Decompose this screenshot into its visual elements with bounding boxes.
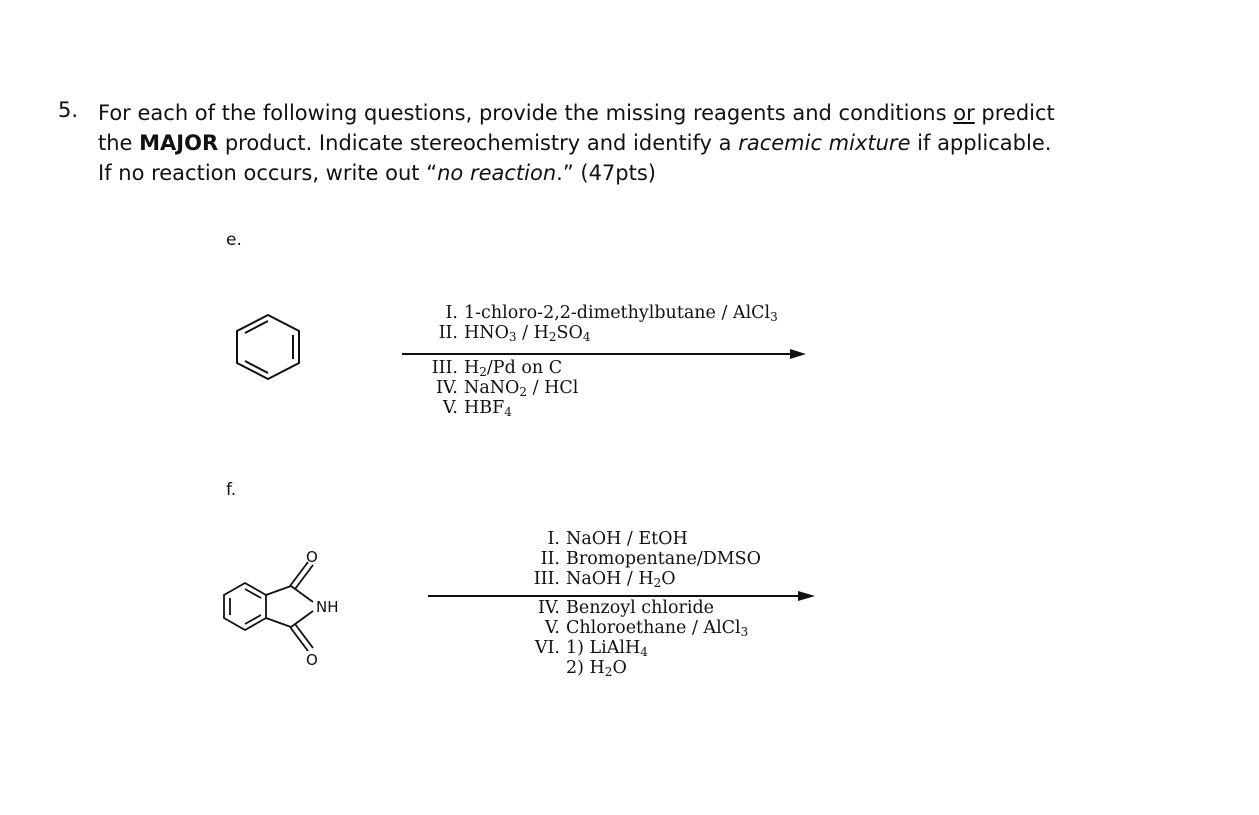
part-e-reagents-below [424, 358, 578, 418]
reagent-line [528, 598, 748, 618]
reagent-step-number: I. [445, 303, 458, 323]
reagent-line [424, 378, 578, 398]
imide-nitrogen: NH [316, 598, 339, 616]
reagent-line [424, 398, 578, 418]
reagent-text: 1-chloro-2,2-dimethylbutane / AlCl [464, 303, 771, 323]
reagent-step-number: IV. [435, 378, 458, 398]
reagent-line [528, 638, 748, 658]
reagent-text: 1) LiAlH [566, 638, 641, 658]
reagent-subscript: 2 [479, 365, 487, 379]
reagent-line [528, 529, 761, 549]
reagent-text: SO [556, 323, 583, 343]
reagent-step-number: I. [547, 529, 560, 549]
benzene-structure [233, 306, 303, 386]
carbonyl-oxygen-top: O [306, 548, 318, 566]
carbonyl-oxygen-bottom: O [306, 651, 318, 669]
reagent-line [528, 549, 761, 569]
instruction-line-2: the MAJOR product. Indicate stereochemistry and identify a racemic mixture if applicable. [98, 131, 1052, 155]
reagent-line [424, 323, 778, 343]
reagent-subscript: 2 [604, 665, 613, 679]
reagent-step-number: V. [544, 618, 560, 638]
reagent-subscript: 3 [740, 625, 749, 639]
reagent-step-number: V. [442, 398, 458, 418]
reagent-subscript: 4 [504, 405, 512, 419]
reagent-text: Chloroethane / AlCl [566, 618, 741, 638]
reagent-subscript: 4 [640, 645, 648, 659]
reagent-text: /Pd on C [486, 358, 563, 378]
reagent-subscript: 2 [519, 385, 528, 399]
reagent-text: Bromopentane/DMSO [566, 549, 761, 569]
reagent-text: 2) H [566, 658, 605, 678]
reagent-text: H [464, 358, 480, 378]
reagent-line [528, 658, 748, 678]
reagent-subscript: 3 [508, 330, 517, 344]
reagent-text: HBF [464, 398, 505, 418]
reagent-subscript: 4 [582, 330, 591, 344]
reagent-text: / H [516, 323, 549, 343]
question-number: 5. [58, 98, 79, 122]
reagent-line [528, 618, 748, 638]
reagent-step-number: IV. [537, 598, 560, 618]
reagent-line [424, 358, 578, 378]
instruction-line-3: If no reaction occurs, write out “no reaction.” (47pts) [98, 161, 656, 185]
reagent-subscript: 2 [548, 330, 557, 344]
reagent-step-number: II. [438, 323, 458, 343]
reagent-line [424, 303, 778, 323]
question-instructions [98, 98, 1218, 188]
reagent-text: HNO [464, 323, 509, 343]
instruction-line-1: For each of the following questions, provide the missing reagents and conditions or predict [98, 101, 1055, 125]
reagent-text: NaOH / EtOH [566, 529, 688, 549]
reagent-text: NaNO [464, 378, 520, 398]
part-f-reagents-above [528, 529, 761, 589]
part-e-reagents-above [424, 303, 778, 343]
reagent-step-number: II. [540, 549, 560, 569]
phthalimide-structure [218, 546, 358, 676]
reagent-text: O [612, 658, 627, 678]
reagent-text: O [661, 569, 676, 589]
reagent-subscript: 2 [653, 576, 662, 590]
reagent-step-number: III. [431, 358, 458, 378]
part-f-reagents-below [528, 598, 748, 678]
reagent-step-number: VI. [534, 638, 560, 658]
reagent-text: NaOH / H [566, 569, 654, 589]
reagent-text: Benzoyl chloride [566, 598, 715, 618]
part-f-label: f. [226, 480, 237, 500]
reagent-subscript: 3 [770, 310, 778, 324]
reagent-line [528, 569, 761, 589]
part-e-label: e. [226, 230, 242, 250]
reagent-text: / HCl [527, 378, 579, 398]
reagent-step-number: III. [533, 569, 560, 589]
